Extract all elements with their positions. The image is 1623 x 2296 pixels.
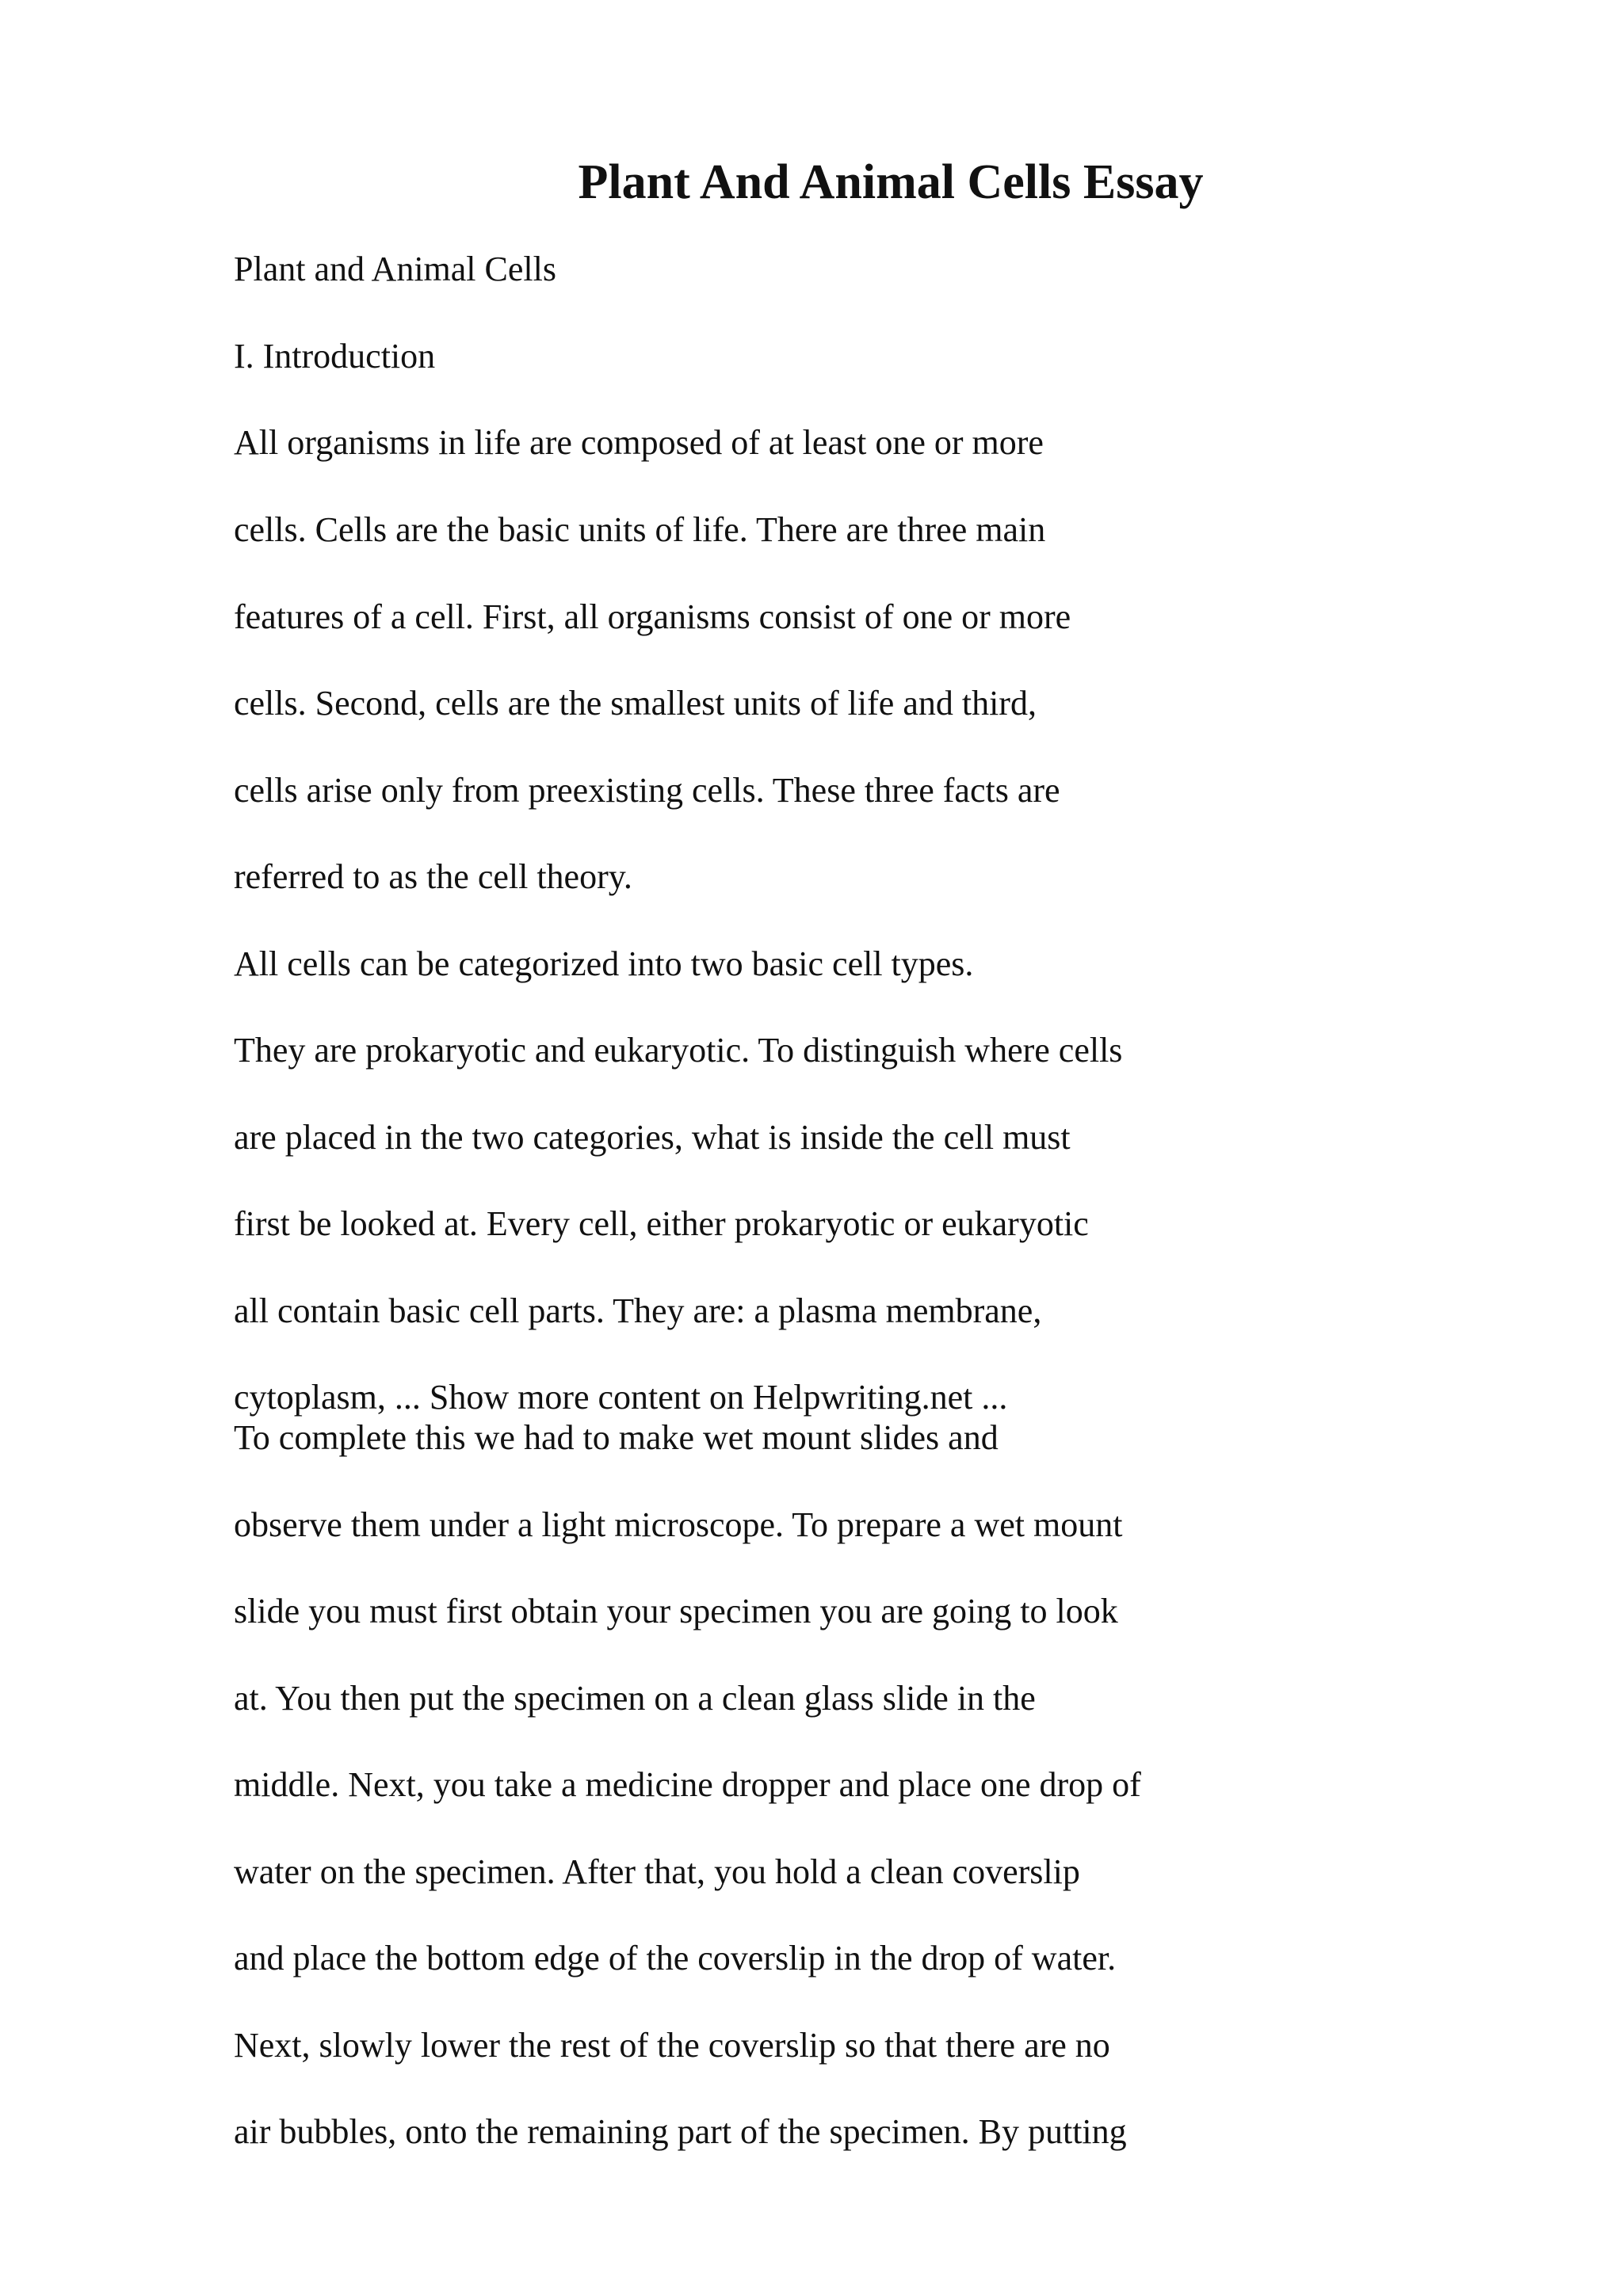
body-line: I. Introduction	[234, 337, 436, 376]
body-line: at. You then put the specimen on a clean glass slide in the	[234, 1679, 1036, 1718]
body-line: cells arise only from preexisting cells. These three facts are	[234, 771, 1060, 810]
body-line: cells. Second, cells are the smallest units of life and third,	[234, 684, 1037, 723]
body-line: They are prokaryotic and eukaryotic. To distinguish where cells	[234, 1031, 1123, 1070]
body-line: features of a cell. First, all organisms consist of one or more	[234, 597, 1071, 636]
body-line: observe them under a light microscope. To prepare a wet mount	[234, 1505, 1123, 1544]
body-line: middle. Next, you take a medicine dropper and place one drop of	[234, 1765, 1141, 1804]
body-line: all contain basic cell parts. They are: a plasma membrane,	[234, 1291, 1042, 1330]
body-line: first be looked at. Every cell, either prokaryotic or eukaryotic	[234, 1204, 1089, 1243]
body-line: All cells can be categorized into two basic cell types.	[234, 944, 974, 983]
body-line: All organisms in life are composed of at least one or more	[234, 423, 1044, 462]
body-line: and place the bottom edge of the coverslip in the drop of water.	[234, 1939, 1117, 1978]
document-title: Plant And Animal Cells Essay	[578, 155, 1204, 209]
body-line: slide you must first obtain your specimen you are going to look	[234, 1592, 1118, 1630]
body-line: cells. Cells are the basic units of life. There are three main	[234, 510, 1046, 549]
body-line: To complete this we had to make wet mount slides and	[234, 1418, 999, 1457]
body-line: air bubbles, onto the remaining part of the specimen. By putting	[234, 2112, 1127, 2151]
body-line: Plant and Animal Cells	[234, 250, 556, 288]
body-line: cytoplasm, ... Show more content on Helpwriting.net ...	[234, 1378, 1008, 1417]
body-line: Next, slowly lower the rest of the coverslip so that there are no	[234, 2026, 1110, 2065]
body-line: are placed in the two categories, what is inside the cell must	[234, 1118, 1071, 1157]
body-line: water on the specimen. After that, you hold a clean coverslip	[234, 1852, 1080, 1891]
body-line: referred to as the cell theory.	[234, 857, 632, 896]
